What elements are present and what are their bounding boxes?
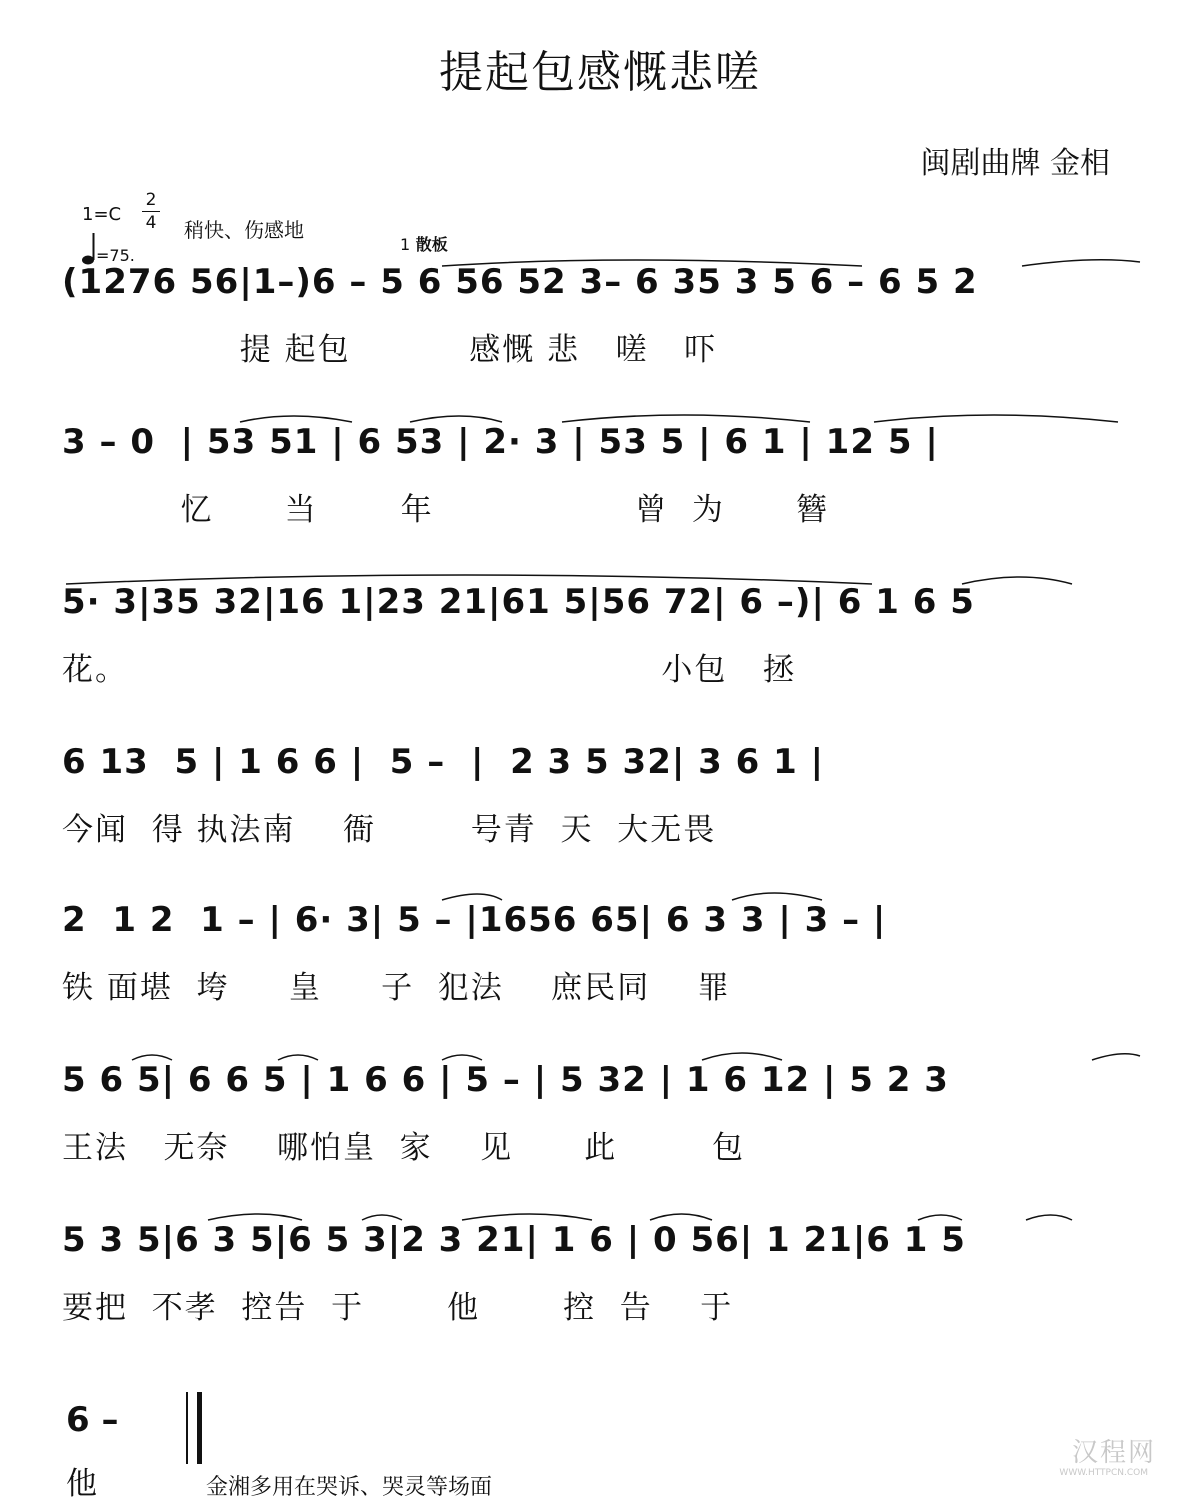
lyrics-line-2: 忆 当 年 曾 为 簪 — [62, 492, 829, 528]
tempo-bpm: =75. — [96, 246, 135, 265]
mode-mark-label: 散板 — [415, 235, 448, 254]
key-signature: 1=C — [82, 204, 122, 225]
lyrics-line-4: 今闻 得 执法南 衙 号青 天 大无畏 — [62, 812, 717, 848]
lyrics-line-7: 要把 不孝 控告 于 他 控 告 于 — [62, 1290, 734, 1326]
final-lyric: 他 — [66, 1466, 97, 1502]
notes-line-6: 5 6 5| 6 6 5 | 1 6 6 | 5 – | 5 32 | 1 6 12 | 5 2 3 — [62, 1060, 949, 1100]
lyrics-line-3: 花。 小包 拯 — [62, 652, 796, 688]
page-title: 提起包感慨悲嗟 — [439, 47, 761, 98]
tempo-description: 稍快、伤感地 — [184, 218, 304, 242]
score-line-4 — [62, 742, 1142, 848]
time-signature — [142, 190, 160, 233]
score-line-7 — [62, 1220, 1142, 1326]
lyrics-line-6: 王法 无奈 哪怕皇 家 见 此 包 — [62, 1130, 746, 1166]
notes-line-4: 6 13 5 | 1 6 6 | 5 – | 2 3 5 32| 3 6 1 | — [62, 742, 825, 782]
performance-note: 金湘多用在哭诉、哭灵等场面 — [206, 1475, 493, 1500]
tempo-mode-mark — [400, 232, 448, 255]
meter-top: 2 — [145, 190, 157, 210]
genre-composer-label: 闽剧曲牌 金相 — [920, 146, 1110, 181]
score-line-6 — [62, 1060, 1142, 1166]
notes-line-3: 5· 3|35 32|16 1|23 21|61 5|56 72| 6 –)| 6 1 6 5 — [62, 582, 975, 622]
notes-line-1: (1276 56|1–)6 – 5 6 56 52 3– 6 35 3 5 6 – 6 5 2 — [62, 262, 978, 302]
score-line-3 — [62, 582, 1142, 688]
lyrics-line-5: 铁 面堪 垮 皇 子 犯法 庶民同 罪 — [62, 970, 731, 1006]
score-line-5 — [62, 900, 1142, 1006]
notes-line-5: 2 1 2 1 – | 6· 3| 5 – |1656 65| 6 3 3 | 3 – | — [62, 900, 887, 940]
notes-line-7: 5 3 5|6 3 5|6 5 3|2 3 21| 1 6 | 0 56| 1 21|6 1 5 — [62, 1220, 966, 1260]
final-notes: 6 – — [66, 1400, 119, 1440]
score-line-2 — [62, 422, 1142, 528]
meter-bottom: 4 — [145, 213, 157, 233]
score-line-1 — [62, 262, 1142, 368]
final-barline — [186, 1392, 202, 1464]
site-watermark: 汉程网 — [1071, 1438, 1156, 1468]
notes-line-2: 3 – 0 | 53 51 | 6 53 | 2· 3 | 53 5 | 6 1 | 12 5 | — [62, 422, 939, 462]
lyrics-line-1: 提 起包 感慨 悲 嗟 吓 — [62, 332, 718, 368]
mode-mark-note: 1 — [400, 235, 411, 254]
watermark-url: WWW.HTTPCN.COM — [1059, 1468, 1148, 1478]
